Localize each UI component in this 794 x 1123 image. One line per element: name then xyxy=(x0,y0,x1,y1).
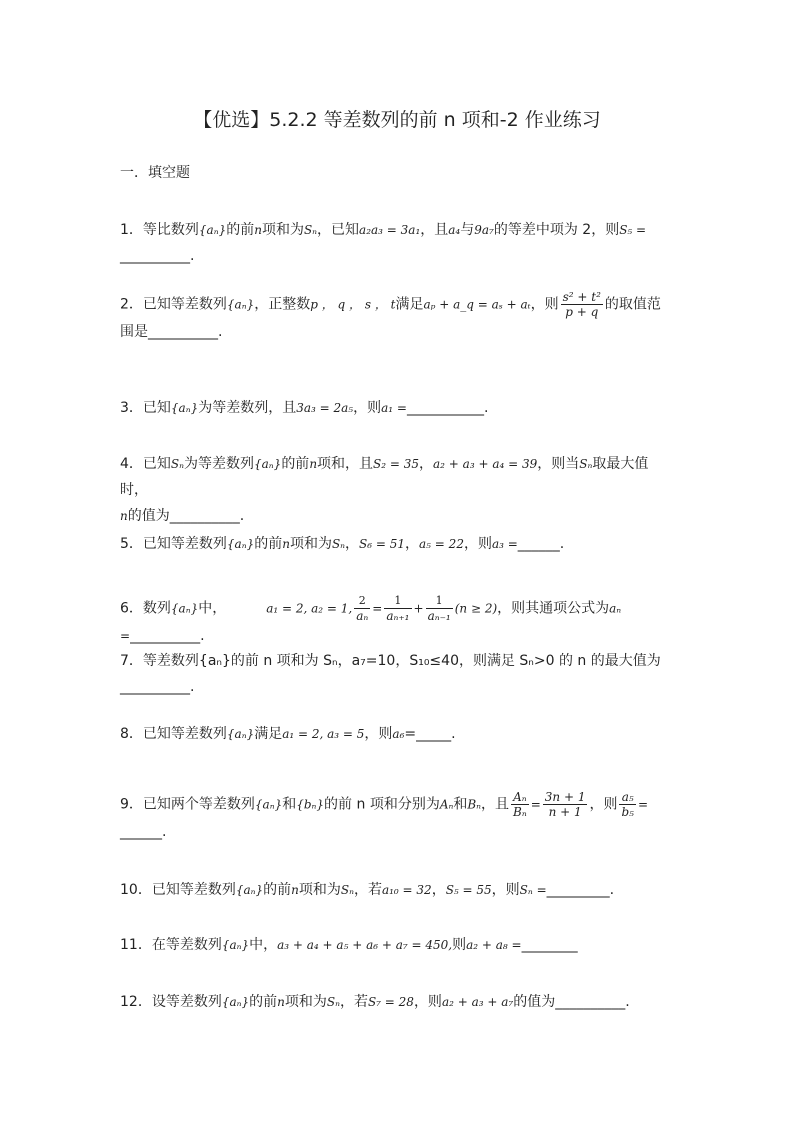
math-condition: a₁₀ = 32 xyxy=(381,883,432,897)
question-text: 的前 n 项和分别为 xyxy=(324,796,440,813)
fraction xyxy=(511,790,529,819)
fraction-denominator: b₅ xyxy=(621,805,634,819)
fraction xyxy=(426,594,453,623)
math-sum: Sₙ xyxy=(303,223,318,237)
question-number: 12． xyxy=(120,994,152,1010)
math-ask: S₅ = xyxy=(619,223,647,237)
math-n: n xyxy=(277,995,285,1009)
question-text: 已知 xyxy=(142,400,171,416)
question-text: 数列 xyxy=(142,600,171,617)
fraction-denominator: p + q xyxy=(565,305,599,319)
math-sum: Sₙ xyxy=(340,883,354,897)
question-text: 中， xyxy=(249,937,278,953)
answer-blank[interactable]: __________. xyxy=(555,994,630,1010)
math-sum: Sₙ xyxy=(331,537,346,551)
math-condition: a₂ + a₃ + a₄ = 39 xyxy=(433,457,538,471)
question-text: 已知等差数列 xyxy=(151,882,236,898)
question-text: ，正整数 xyxy=(254,296,311,313)
question-number: 9． xyxy=(120,796,143,813)
math-n: n xyxy=(254,223,262,237)
sequence-symbol: {aₙ} xyxy=(198,223,227,237)
question-text: 则 xyxy=(452,937,467,953)
fraction xyxy=(354,594,370,623)
math-term: 9a₇ xyxy=(474,223,494,237)
math-condition: S₅ = 55 xyxy=(445,883,492,897)
question-number: 8． xyxy=(120,726,143,742)
question-7 xyxy=(120,648,676,700)
question-text: 和 xyxy=(282,796,297,813)
question-text: 已知 xyxy=(142,456,171,472)
fraction-denominator: aₙ xyxy=(356,609,369,623)
fraction xyxy=(543,790,588,819)
question-10 xyxy=(120,877,676,903)
math-operator: = xyxy=(637,797,649,812)
question-text: 为等差数列 xyxy=(184,456,255,472)
math-ask: a₆ xyxy=(392,727,405,741)
question-text: ， xyxy=(431,882,446,898)
question-text: 已知两个等差数列 xyxy=(142,796,255,813)
math-condition: a₁ = 2, a₃ = 5 xyxy=(282,727,365,741)
math-condition: (n ≥ 2) xyxy=(454,601,498,616)
question-text: 取最大值时， xyxy=(120,456,649,498)
question-text: 的前 xyxy=(263,882,292,898)
question-text: 与 xyxy=(460,222,475,238)
math-condition: a₅ = 22 xyxy=(419,537,464,551)
math-ask: Sₙ = xyxy=(519,883,547,897)
question-number: 5． xyxy=(120,536,143,552)
question-12 xyxy=(120,989,676,1015)
math-condition: a₃ + a₄ + a₅ + a₆ + a₇ = 450, xyxy=(277,938,453,952)
math-condition: aₚ + a_q = aₛ + aₜ xyxy=(423,297,531,312)
math-ask: a₃ = xyxy=(491,537,518,551)
answer-blank[interactable]: ___________. xyxy=(406,400,489,416)
sequence-symbol: {aₙ} xyxy=(254,457,282,471)
question-text: ，若 xyxy=(339,994,368,1010)
question-1 xyxy=(120,217,676,269)
sequence-symbol: {aₙ} xyxy=(235,883,264,897)
answer-blank[interactable]: __________. xyxy=(148,324,223,340)
question-text: 中， xyxy=(198,600,227,617)
question-text: 的前 xyxy=(281,456,310,472)
question-text: 的前 xyxy=(226,222,255,238)
math-n: n xyxy=(291,883,299,897)
question-number: 10． xyxy=(120,882,152,898)
question-number: 11． xyxy=(120,937,152,953)
question-text: 项和为 xyxy=(289,536,332,552)
sequence-symbol: {aₙ} xyxy=(254,797,283,812)
fraction xyxy=(561,290,603,319)
question-text: ，若 xyxy=(353,882,382,898)
math-condition: S₆ = 51 xyxy=(359,537,406,551)
math-sum: Sₙ xyxy=(579,457,593,471)
question-11 xyxy=(120,932,676,958)
math-sum: Aₙ xyxy=(439,797,454,812)
question-text: ，则其通项公式为 xyxy=(497,600,610,617)
answer-blank[interactable]: __________. xyxy=(120,679,195,695)
math-operator: = xyxy=(530,797,541,812)
question-8 xyxy=(120,721,676,747)
question-number: 6． xyxy=(120,600,143,617)
question-text: ，则 xyxy=(353,400,382,416)
question-6 xyxy=(120,594,676,649)
question-number: 3． xyxy=(120,400,143,416)
answer-blank[interactable]: ________ xyxy=(521,937,578,953)
sequence-symbol: {aₙ} xyxy=(226,537,255,551)
question-text: ， xyxy=(405,536,420,552)
question-text: 等差数列{aₙ}的前 n 项和为 Sₙ，a₇=10，S₁₀≤40，则满足 Sₙ>0 的 n 的最大值为 xyxy=(142,653,661,669)
question-text: ，则 xyxy=(530,296,559,313)
question-2 xyxy=(120,290,676,345)
question-text: 为等差数列，且 xyxy=(198,400,297,416)
math-condition: S₂ = 35 xyxy=(373,457,420,471)
question-4 xyxy=(120,451,676,529)
question-text: 在等差数列 xyxy=(151,937,222,953)
question-text: ，且 xyxy=(481,796,510,813)
page-title: 【优选】5.2.2 等差数列的前 n 项和-2 作业练习 xyxy=(193,109,601,131)
fraction-numerator: Aₙ xyxy=(511,790,529,805)
answer-blank[interactable]: _____. xyxy=(416,726,456,742)
question-text: 的值为 xyxy=(127,508,170,524)
question-text: ，则 xyxy=(364,726,393,742)
sequence-symbol: {aₙ} xyxy=(226,727,255,741)
question-text: 的取值范 xyxy=(604,296,661,313)
question-5 xyxy=(120,531,676,557)
fraction-numerator: 1 xyxy=(426,594,453,609)
question-text: 围是 xyxy=(120,324,148,340)
sequence-symbol: {aₙ} xyxy=(221,938,250,952)
question-3 xyxy=(120,395,676,421)
fraction xyxy=(619,790,636,819)
question-9 xyxy=(120,790,676,845)
sequence-symbol: {aₙ} xyxy=(170,601,199,616)
question-text: ，则 xyxy=(589,796,618,813)
question-text: 满足 xyxy=(395,296,424,313)
question-text: 设等差数列 xyxy=(151,994,222,1010)
question-text: 的前 xyxy=(249,994,278,1010)
math-term: a₄ xyxy=(448,223,461,237)
question-text: ， xyxy=(419,456,434,472)
sequence-symbol: {bₙ} xyxy=(296,797,325,812)
question-text: 项和为 xyxy=(284,994,327,1010)
question-number: 7． xyxy=(120,653,143,669)
question-text: ，已知 xyxy=(317,222,360,238)
fraction-denominator: aₙ₋₁ xyxy=(427,609,451,623)
fraction-denominator: aₙ₊₁ xyxy=(386,609,410,623)
math-condition: S₇ = 28 xyxy=(367,995,414,1009)
question-text: 的等差中项为 2，则 xyxy=(493,222,620,238)
question-text: 已知等差数列 xyxy=(142,296,227,313)
question-number: 1． xyxy=(120,222,143,238)
math-sum: Sₙ xyxy=(326,995,340,1009)
math-operator: = xyxy=(372,601,383,616)
math-condition: a₂a₃ = 3a₁ xyxy=(359,223,421,237)
answer-blank[interactable]: __________. xyxy=(130,628,205,644)
question-text: ，则当 xyxy=(537,456,580,472)
question-text: 项和为 xyxy=(298,882,341,898)
answer-blank[interactable]: __________. xyxy=(120,248,195,264)
math-ask: a₁ = xyxy=(381,401,407,415)
math-n: n xyxy=(120,509,128,523)
question-text: = xyxy=(404,726,417,742)
question-text: ，且 xyxy=(420,222,449,238)
question-text: 已知等差数列 xyxy=(142,536,227,552)
question-text: 满足 xyxy=(254,726,283,742)
answer-blank[interactable]: ______. xyxy=(120,824,167,840)
math-condition: a₁ = 2, a₂ = 1, xyxy=(266,601,353,616)
math-operator: + xyxy=(413,601,424,616)
sequence-symbol: {aₙ} xyxy=(170,401,199,415)
question-text: 已知等差数列 xyxy=(142,726,227,742)
math-n: n xyxy=(282,537,290,551)
fraction-denominator: n + 1 xyxy=(548,805,582,819)
fraction-numerator: 2 xyxy=(354,594,370,609)
math-ask: aₙ = xyxy=(120,601,622,643)
question-number: 4． xyxy=(120,456,143,472)
section-heading: 一．填空题 xyxy=(120,165,190,181)
fraction-numerator: 1 xyxy=(384,594,411,609)
question-text: 的值为 xyxy=(513,994,556,1010)
math-ask: a₂ + a₈ = xyxy=(466,938,522,952)
math-sum: Bₙ xyxy=(467,797,482,812)
question-text: ，则 xyxy=(463,536,492,552)
math-condition: 3a₃ = 2a₅ xyxy=(296,401,354,415)
question-text: 的前 xyxy=(254,536,283,552)
math-vars: p ， q ， s ， t xyxy=(310,297,396,312)
math-n: n xyxy=(309,457,318,471)
question-text: 等比数列 xyxy=(142,222,199,238)
answer-blank[interactable]: _________. xyxy=(546,882,615,898)
fraction-denominator: Bₙ xyxy=(513,805,527,819)
question-text: 项和为 xyxy=(261,222,304,238)
fraction-numerator: a₅ xyxy=(619,790,636,805)
answer-blank[interactable]: ______. xyxy=(517,536,565,552)
answer-blank[interactable]: __________. xyxy=(169,508,245,524)
math-sum: Sₙ xyxy=(170,457,185,471)
question-text: ， xyxy=(345,536,360,552)
fraction-numerator: 3n + 1 xyxy=(544,790,586,804)
question-text: ，则 xyxy=(491,882,520,898)
fraction-numerator: s² + t² xyxy=(562,290,601,304)
question-text: ，则 xyxy=(413,994,442,1010)
sequence-symbol: {aₙ} xyxy=(226,297,255,312)
question-number: 2． xyxy=(120,296,143,313)
math-ask: a₂ + a₃ + a₇ xyxy=(441,995,514,1009)
fraction xyxy=(384,594,411,623)
sequence-symbol: {aₙ} xyxy=(221,995,250,1009)
question-text: 项和，且 xyxy=(317,456,374,472)
question-text: 和 xyxy=(453,796,468,813)
